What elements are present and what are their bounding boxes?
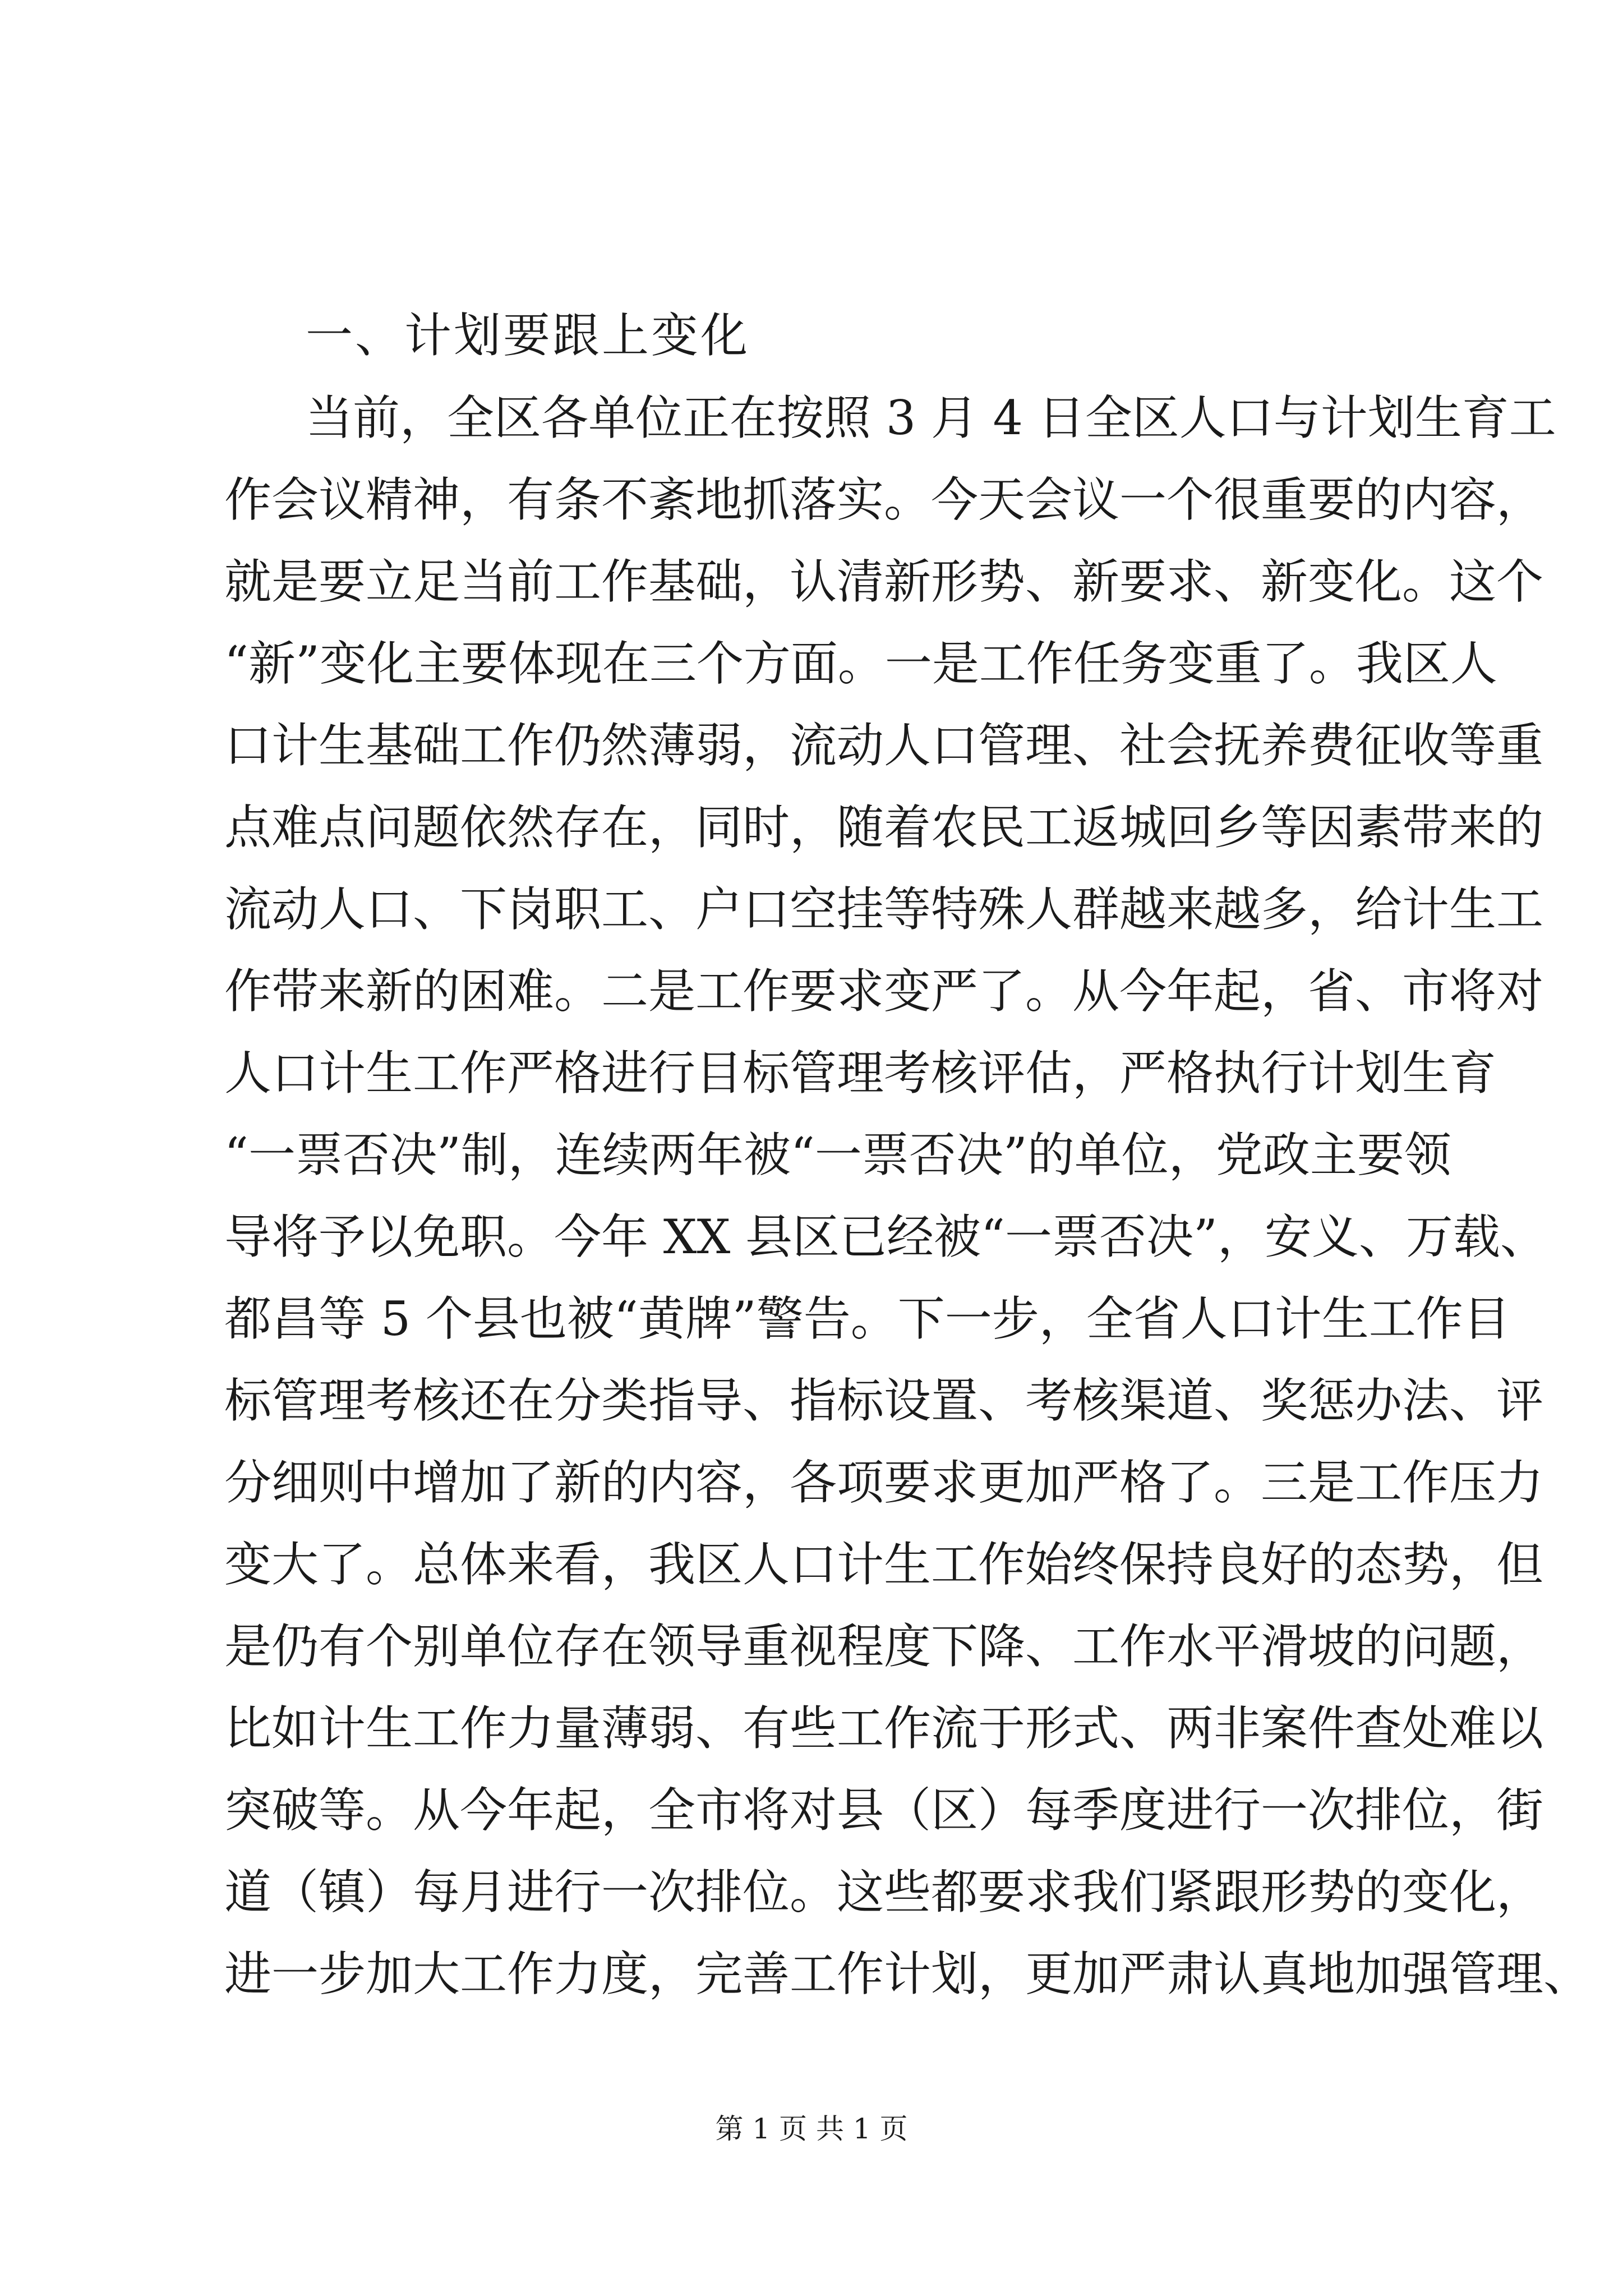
paragraph-line: 都昌等 5 个县也被“黄牌”警告。下一步，全省人口计生工作目 [224, 1291, 1510, 1346]
paragraph-line: 道（镇）每月进行一次排位。这些都要求我们紧跟形势的变化， [224, 1865, 1544, 1920]
paragraph-line: 人口计生工作严格进行目标管理考核评估，严格执行计划生育 [224, 1046, 1497, 1101]
paragraph-line: 导将予以免职。今年 XX 县区已经被“一票否决”，安义、万载、 [224, 1209, 1547, 1264]
paragraph-line: 当前，全区各单位正在按照 3 月 4 日全区人口与计划生育工 [306, 390, 1556, 445]
paragraph-line: 流动人口、下岗职工、户口空挂等特殊人群越来越多，给计生工 [224, 882, 1544, 937]
paragraph-line: “新”变化主要体现在三个方面。一是工作任务变重了。我区人 [224, 636, 1497, 691]
paragraph-line: 进一步加大工作力度，完善工作计划，更加严肃认真地加强管理、 [224, 1947, 1591, 2001]
paragraph-line: 突破等。从今年起，全市将对县（区）每季度进行一次排位，街 [224, 1783, 1544, 1838]
paragraph-line: 作会议精神，有条不紊地抓落实。今天会议一个很重要的内容， [224, 472, 1544, 527]
paragraph-line: 口计生基础工作仍然薄弱，流动人口管理、社会抚养费征收等重 [224, 718, 1544, 773]
paragraph-line: 比如计生工作力量薄弱、有些工作流于形式、两非案件查处难以 [224, 1701, 1544, 1756]
paragraph-line: 分细则中增加了新的内容，各项要求更加严格了。三是工作压力 [224, 1455, 1544, 1510]
paragraph-line: 点难点问题依然存在，同时，随着农民工返城回乡等因素带来的 [224, 800, 1544, 855]
paragraph-line: 是仍有个别单位存在领导重视程度下降、工作水平滑坡的问题， [224, 1619, 1544, 1674]
section-heading: 一、计划要跟上变化 [306, 308, 750, 363]
paragraph-line: 作带来新的困难。二是工作要求变严了。从今年起，省、市将对 [224, 964, 1544, 1019]
paragraph-line: 就是要立足当前工作基础，认清新形势、新要求、新变化。这个 [224, 554, 1544, 609]
paragraph-line: 标管理考核还在分类指导、指标设置、考核渠道、奖惩办法、评 [224, 1373, 1544, 1428]
page-footer: 第 1 页 共 1 页 [715, 2113, 908, 2145]
paragraph-line: 变大了。总体来看，我区人口计生工作始终保持良好的态势，但 [224, 1537, 1544, 1592]
paragraph-line: “一票否决”制，连续两年被“一票否决”的单位，党政主要领 [224, 1128, 1451, 1182]
